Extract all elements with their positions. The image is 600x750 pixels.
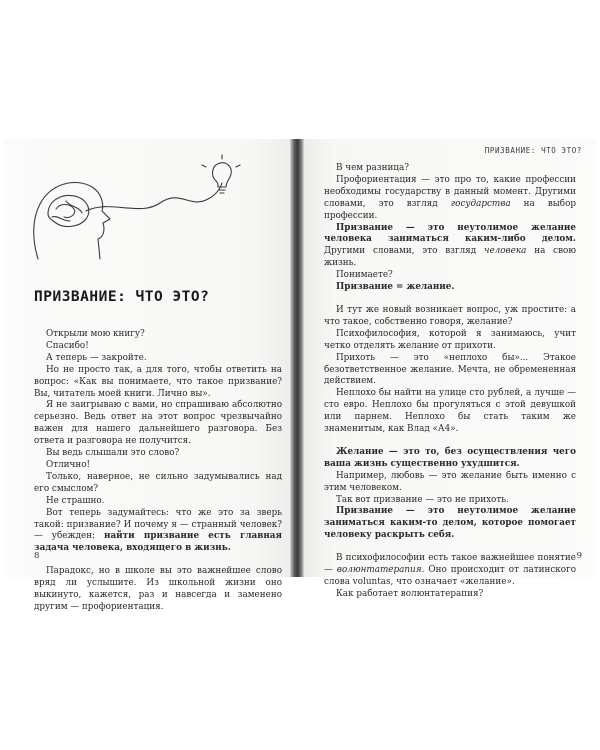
paragraph: Неплохо бы найти на улице сто рублей, а лучше — сто евро. Неплохо бы прогуляться с этой девушкой или парнем. Неплохо бы стать таким же знаменитым, как Влад «А4».	[324, 388, 576, 435]
book-spread	[4, 139, 596, 612]
paragraph: Только, наверное, не сильно задумывались над его смыслом?	[34, 471, 282, 494]
paragraph: Желание — это то, без осуществления чего ваша жизнь существенно ухудшится.	[324, 446, 576, 469]
paragraph: Понимаете?	[336, 270, 393, 281]
paragraph: Но не просто так, а для того, чтобы ответить на вопрос: «Как вы понимаете, что такое призвание? Вы, читатель моей книги. Лично вы».	[34, 364, 282, 399]
paragraph: Психофилософия, которой я занимаюсь, учит четко отделять желание от прихоти.	[324, 328, 576, 351]
paragraph: В психофилософии есть такое важнейшее понятие — волюнтатерапия. Оно происходит от латинского слова voluntas, что означает «желание».	[324, 553, 577, 587]
paragraph: Профориентация — это про то, какие профессии необходимы государству в данный момент. Другими словами, это взгляд государства на выбор профессии.	[324, 174, 577, 221]
bold-statement: найти призвание есть главная задача человека, входящего в жизнь.	[34, 531, 282, 554]
paragraph: Спасибо!	[46, 340, 89, 351]
page-number-right: 9	[576, 551, 582, 561]
left-page	[4, 139, 296, 612]
paragraph: Призвание — это неутолимое желание заниматься каким-то делом, которое помогает человеку раскрыть себя.	[324, 506, 576, 541]
head-brain-lightbulb-illustration	[30, 159, 240, 263]
paragraph: В чем разница?	[336, 163, 409, 173]
paragraph: Открыли мою книгу?	[46, 329, 145, 339]
paragraph: Так вот призвание — это не прихоть.	[336, 494, 509, 505]
chapter-heading: ПРИЗВАНИЕ: ЧТО ЭТО?	[34, 289, 210, 305]
paragraph: Например, любовь — это желание быть именно с этим человеком.	[324, 470, 576, 493]
paragraph: Призвание = желание.	[336, 282, 455, 293]
head-profile-icon	[34, 182, 110, 259]
left-page-body	[34, 329, 282, 614]
book-gutter	[290, 139, 304, 577]
paragraph: А теперь — закройте.	[46, 352, 147, 363]
paragraph: Парадокс, но в школе вы это важнейшее слово вряд ли услышите. Из школьной жизни оно выкинуто, кажется, раз и навсегда и заменено другим — профориентация.	[34, 566, 282, 612]
right-page-body	[324, 163, 576, 601]
paragraph: Призвание — это неутолимое желание человека заниматься каким-либо делом. Другими словами, это взгляд человека на свою жизнь.	[324, 222, 577, 269]
paragraph: Как работает волюнтатерапия?	[336, 588, 484, 599]
right-page	[304, 139, 596, 599]
paragraph: Я не заигрываю с вами, но спрашиваю абсолютно серьезно. Ведь ответ на этот вопрос чрезвычайно важен для нашего дальнейшего разговора. Без ответа и разговора не получится.	[34, 400, 282, 447]
paragraph: Отлично!	[46, 459, 91, 470]
paragraph: Прихоть — это «неплохо бы»... Этакое безответственное желание. Мечта, не обремененная действием.	[324, 352, 576, 387]
paragraph: И тут же новый возникает вопрос, уж простите: а что такое, собственно говоря, желание?	[324, 304, 576, 327]
paragraph: Вы ведь слышали это слово?	[46, 448, 180, 459]
page-number-left: 8	[34, 551, 40, 561]
lightbulb-icon	[202, 155, 240, 193]
paragraph: Не страшно.	[46, 495, 105, 506]
paragraph: Вот теперь задумайтесь: что же это за зверь такой: призвание? И почему я — странный человек? — убежден: найти призвание есть главная задача человека, входящего в жизнь.	[34, 507, 282, 554]
brain-icon	[48, 195, 89, 226]
running-head: ПРИЗВАНИЕ: ЧТО ЭТО?	[484, 146, 582, 155]
